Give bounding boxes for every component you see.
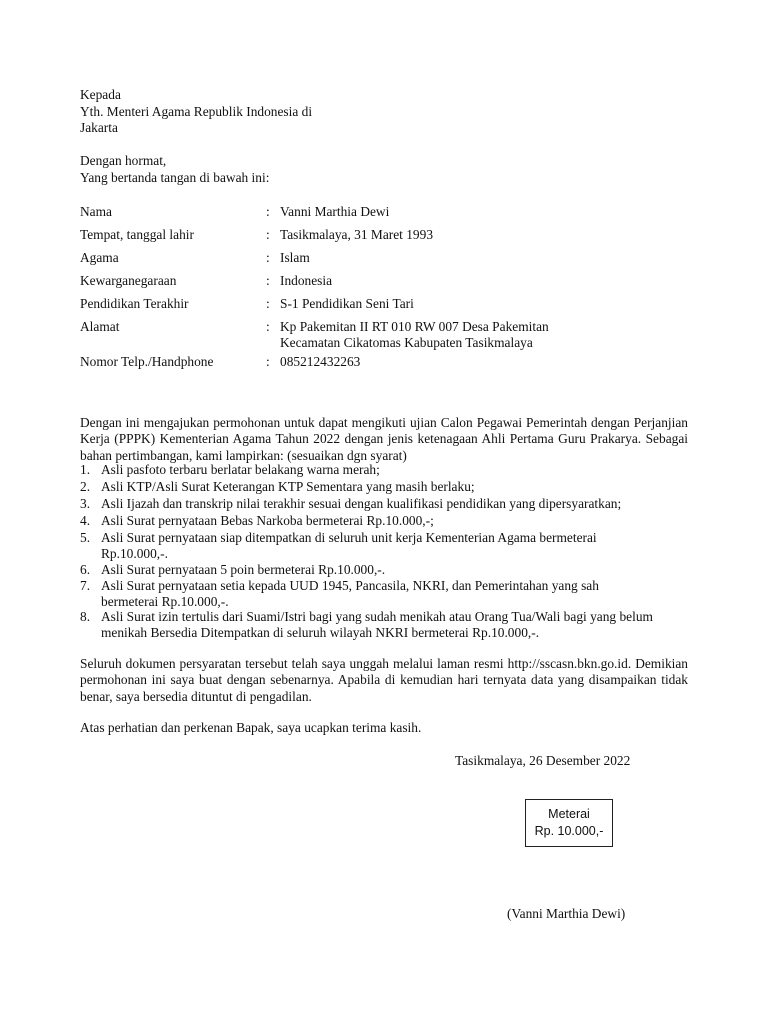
greeting-salam: Dengan hormat, — [80, 153, 167, 168]
attachment-number: 5. — [80, 530, 91, 545]
attachment-number: 2. — [80, 479, 91, 494]
identity-colon: : — [266, 204, 270, 219]
attachment-number: 1. — [80, 462, 91, 477]
attachment-item: Asli Surat pernyataan setia kepada UUD 1945, Pancasila, NKRI, dan Pemerintahan yang sah — [101, 578, 599, 593]
identity-value-nama: Vanni Marthia Dewi — [280, 204, 390, 219]
stamp-label: Meterai — [548, 807, 590, 821]
closing-paragraph: Seluruh dokumen persyaratan tersebut telah saya unggah melalui laman resmi http://sscasn.bkn.go.id. Demikian permohonan ini saya buat dengan sebenarnya. Apabila di kemudian hari ternyata data yang disampaikan tidak benar, saya bersedia dituntut di pengadilan. — [80, 656, 688, 704]
signature-name: (Vanni Marthia Dewi) — [507, 906, 626, 921]
identity-value-alamat-line2: Kecamatan Cikatomas Kabupaten Tasikmalaya — [280, 335, 533, 350]
recipient-kepada: Kepada — [80, 87, 121, 102]
identity-colon: : — [266, 319, 270, 334]
identity-label-kewarganegaraan: Kewarganegaraan — [80, 273, 177, 288]
attachment-item: Asli Surat pernyataan 5 poin bermeterai Rp.10.000,-. — [101, 562, 386, 577]
identity-colon: : — [266, 227, 270, 242]
attachment-number: 4. — [80, 513, 91, 528]
attachment-item-cont: Rp.10.000,-. — [101, 546, 168, 561]
attachment-number: 8. — [80, 609, 91, 624]
identity-colon: : — [266, 354, 270, 369]
identity-colon: : — [266, 296, 270, 311]
identity-label-alamat: Alamat — [80, 319, 120, 334]
place-date: Tasikmalaya, 26 Desember 2022 — [455, 753, 631, 768]
identity-value-telp: 085212432263 — [280, 354, 361, 369]
identity-label-ttl: Tempat, tanggal lahir — [80, 227, 194, 242]
meterai-stamp-box — [525, 799, 613, 847]
identity-value-ttl: Tasikmalaya, 31 Maret 1993 — [280, 227, 434, 242]
body-paragraph: Dengan ini mengajukan permohonan untuk dapat mengikuti ujian Calon Pegawai Pemerintah dengan Perjanjian Kerja (PPPK) Kementerian Agama Tahun 2022 dengan jenis ketenagaan Ahli Pertama Guru Prakarya. Sebagai bahan pertimbangan, kami lampirkan: (sesuaikan dgn syarat) — [80, 415, 688, 463]
identity-label-pendidikan: Pendidikan Terakhir — [80, 296, 189, 311]
attachment-item: Asli Surat pernyataan Bebas Narkoba bermeterai Rp.10.000,-; — [101, 513, 434, 528]
attachment-item: Asli Ijazah dan transkrip nilai terakhir sesuai dengan kualifikasi pendidikan yang dipersyaratkan; — [101, 496, 622, 511]
greeting-intro: Yang bertanda tangan di bawah ini: — [80, 170, 270, 185]
stamp-amount: Rp. 10.000,- — [534, 824, 604, 838]
identity-value-agama: Islam — [280, 250, 310, 265]
identity-label-agama: Agama — [80, 250, 119, 265]
identity-value-pendidikan: S-1 Pendidikan Seni Tari — [280, 296, 414, 311]
attachment-item: Asli KTP/Asli Surat Keterangan KTP Sementara yang masih berlaku; — [101, 479, 475, 494]
attachment-number: 7. — [80, 578, 91, 593]
attachment-number: 3. — [80, 496, 91, 511]
identity-value-kewarganegaraan: Indonesia — [280, 273, 333, 288]
identity-label-nama: Nama — [80, 204, 112, 219]
recipient-yth: Yth. Menteri Agama Republik Indonesia di — [80, 104, 313, 119]
attachment-item: Asli pasfoto terbaru berlatar belakang warna merah; — [101, 462, 380, 477]
recipient-city: Jakarta — [80, 120, 118, 135]
attachment-item-cont: bermeterai Rp.10.000,-. — [101, 594, 229, 609]
identity-colon: : — [266, 273, 270, 288]
identity-colon: : — [266, 250, 270, 265]
attachment-number: 6. — [80, 562, 91, 577]
identity-label-telp: Nomor Telp./Handphone — [80, 354, 214, 369]
thanks-line: Atas perhatian dan perkenan Bapak, saya ucapkan terima kasih. — [80, 720, 422, 735]
identity-value-alamat: Kp Pakemitan II RT 010 RW 007 Desa Pakemitan — [280, 319, 549, 334]
attachment-item: Asli Surat izin tertulis dari Suami/Istri bagi yang sudah menikah atau Orang Tua/Wali bagi yang belum — [101, 609, 653, 624]
attachment-item: Asli Surat pernyataan siap ditempatkan di seluruh unit kerja Kementerian Agama bermeterai — [101, 530, 597, 545]
attachment-item-cont: menikah Bersedia Ditempatkan di seluruh wilayah NKRI bermeterai Rp.10.000,-. — [101, 625, 540, 640]
